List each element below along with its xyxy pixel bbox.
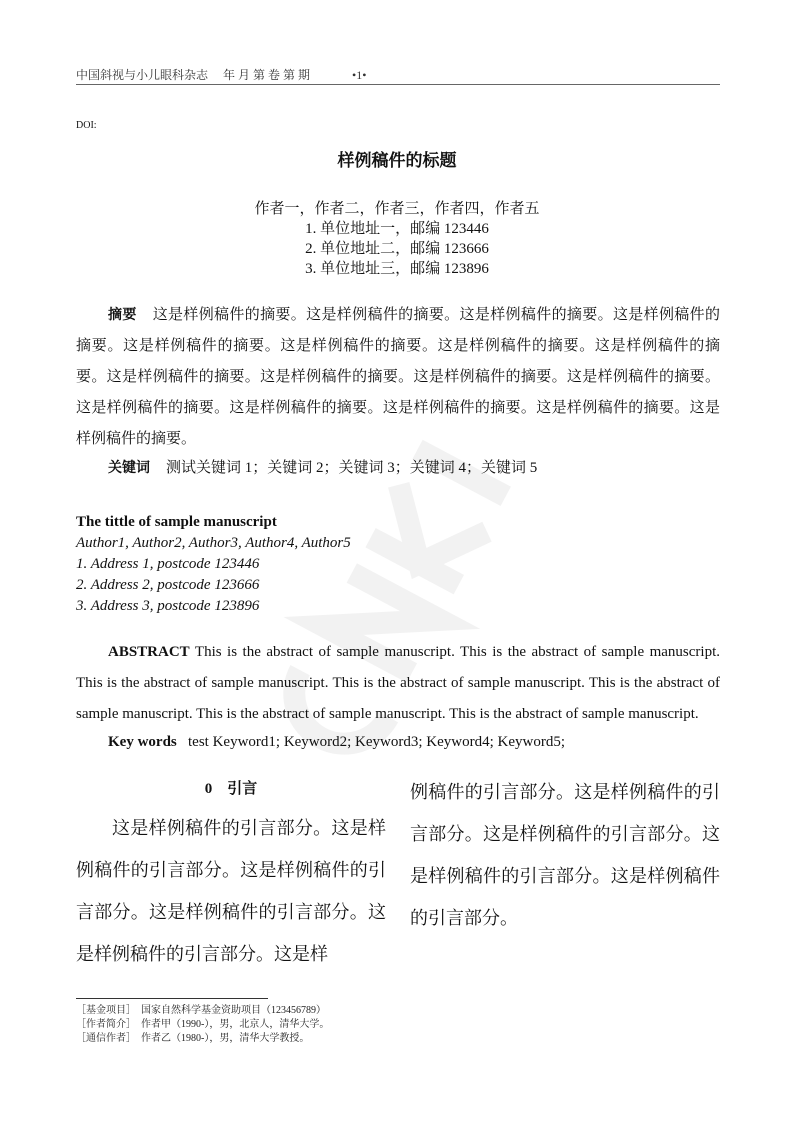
authors: 作者一，作者二，作者三，作者四，作者五 bbox=[254, 201, 540, 217]
english-title: The tittle of sample manuscript bbox=[76, 514, 277, 530]
english-affiliation: 2. Address 2, postcode 123666 bbox=[76, 577, 260, 593]
english-affiliation: 1. Address 1, postcode 123446 bbox=[76, 556, 260, 572]
footnotes bbox=[76, 1004, 329, 1046]
author-block bbox=[0, 199, 794, 279]
abstract-text: 这是样例稿件的摘要。这是样例稿件的摘要。这是样例稿件的摘要。这是样例稿件的摘要。这是样例稿件的摘要。这是样例稿件的摘要。这是样例稿件的摘要。这是样例稿件的摘要。这是样例稿件的摘要。这是样例稿件的摘要。这是样例稿件的摘要。这是样例稿件的摘要。这是样例稿件的摘要。这是样例稿件的摘要。这是样例稿件的摘要。这是样例稿件的摘要。这是样例稿件的摘要。 bbox=[76, 307, 720, 447]
keywords-en-label: Key words bbox=[108, 734, 177, 750]
footnote-label: ［基金项目］ bbox=[76, 1005, 136, 1016]
doi: DOI: bbox=[76, 120, 97, 131]
footnote-label: ［通信作者］ bbox=[76, 1033, 136, 1044]
running-header bbox=[76, 66, 366, 83]
column-left bbox=[76, 771, 386, 975]
keywords-en bbox=[76, 730, 720, 754]
keywords-text: 测试关键词 1；关键词 2；关键词 3；关键词 4；关键词 5 bbox=[166, 460, 538, 476]
header-rule bbox=[76, 84, 720, 85]
two-column-body bbox=[76, 771, 720, 975]
keywords-cn bbox=[76, 455, 720, 481]
intro-text-right: 例稿件的引言部分。这是样例稿件的引言部分。这是样例稿件的引言部分。这是样例稿件的引言部分。这是样例稿件的引言部分。 bbox=[410, 782, 720, 928]
footnote-text: 作者甲（1990-），男，北京人，清华大学。 bbox=[141, 1019, 330, 1030]
abstract-cn bbox=[76, 300, 720, 455]
footnote bbox=[76, 1018, 329, 1032]
english-authors: Author1, Author2, Author3, Author4, Author5 bbox=[76, 535, 351, 551]
body-flow bbox=[76, 300, 720, 975]
footnote-text: 国家自然科学基金资助项目（123456789） bbox=[141, 1005, 326, 1016]
footnote-label: ［作者简介］ bbox=[76, 1019, 136, 1030]
issue-info: 年 月 第 卷 第 期 bbox=[223, 68, 311, 82]
affiliation: 3. 单位地址三，邮编 123896 bbox=[305, 261, 489, 277]
section-heading: 0 引言 bbox=[204, 781, 258, 797]
footnote-rule bbox=[76, 998, 268, 999]
affiliation: 1. 单位地址一，邮编 123446 bbox=[305, 221, 489, 237]
column-right bbox=[410, 771, 720, 975]
keywords-en-text: test Keyword1; Keyword2; Keyword3; Keyword4; Keyword5; bbox=[188, 734, 566, 750]
abstract-en-text: This is the abstract of sample manuscript. This is the abstract of sample manuscript. This is the abstract of sample manuscript. This is the abstract of sample manuscript. This is the abstract of sample manuscript. This is the abstract of sample manuscript. This is the abstract of sample manuscript. bbox=[76, 644, 720, 722]
abstract-en-label: ABSTRACT bbox=[108, 644, 190, 660]
abstract-en bbox=[76, 637, 720, 730]
abstract-label: 摘要 bbox=[108, 307, 137, 323]
page-number: •1• bbox=[352, 68, 367, 82]
footnote bbox=[76, 1032, 329, 1046]
footnote-text: 作者乙（1980-），男，清华大学教授。 bbox=[141, 1033, 310, 1044]
intro-text-left: 这是样例稿件的引言部分。这是样例稿件的引言部分。这是样例稿件的引言部分。这是样例稿件的引言部分。这是样例稿件的引言部分。这是样 bbox=[76, 818, 386, 964]
english-header bbox=[76, 512, 720, 617]
paper-title: 样例稿件的标题 bbox=[337, 151, 457, 171]
english-affiliation: 3. Address 3, postcode 123896 bbox=[76, 598, 260, 614]
affiliation: 2. 单位地址二，邮编 123666 bbox=[305, 241, 489, 257]
keywords-label: 关键词 bbox=[108, 460, 150, 476]
footnote bbox=[76, 1004, 329, 1018]
journal-name: 中国斜视与小儿眼科杂志 bbox=[76, 68, 209, 82]
